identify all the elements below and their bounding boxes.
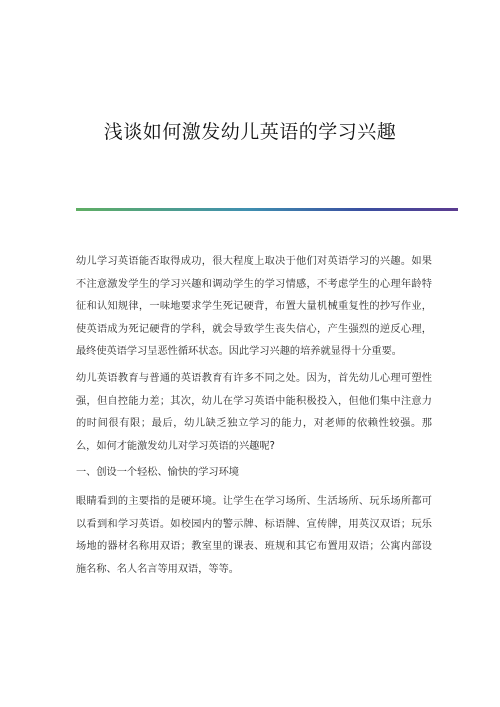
document-body bbox=[76, 251, 432, 585]
section-heading: 一、创设一个轻松、愉快的学习环境 bbox=[76, 467, 239, 479]
paragraph-intro: 幼儿学习英语能否取得成功，很大程度上取决于他们对英语学习的兴趣。如果不注意激发学生的学习兴趣和调动学生的学习情感，不考虑学生的心理年龄特征和认知规律，一味地要求学生死记硬背，布置大量机械重复性的抄写作业，使英语成为死记硬背的学科，就会导致学生丧失信心，产生强烈的逆反心理，最终使英语学习呈恶性循环状态。因此学习兴趣的培养就显得十分重要。 bbox=[76, 256, 432, 358]
paragraph-differences: 幼儿英语教育与普通的英语教育有许多不同之处。因为，首先幼儿心理可塑性强，但自控能力差；其次，幼儿在学习英语中能积极投入，但他们集中注意力的时间很有限；最后，幼儿缺乏独立学习的能力，对老师的依赖性较强。那么，如何才能激发幼儿对学习英语的兴趣呢? bbox=[76, 372, 432, 452]
title-divider bbox=[76, 208, 458, 211]
document-title: 浅谈如何激发幼儿英语的学习兴趣 bbox=[103, 121, 397, 143]
paragraph-environment: 眼睛看到的主要指的是硬环境。让学生在学习场所、生活场所、玩乐场所都可以看到和学习英语。如校园内的警示牌、标语牌、宣传牌，用英汉双语；玩乐场地的器材名称用双语；教室里的课表、班规和其它布置用双语；公寓内部设施名称、名人名言等用双语，等等。 bbox=[76, 495, 432, 575]
